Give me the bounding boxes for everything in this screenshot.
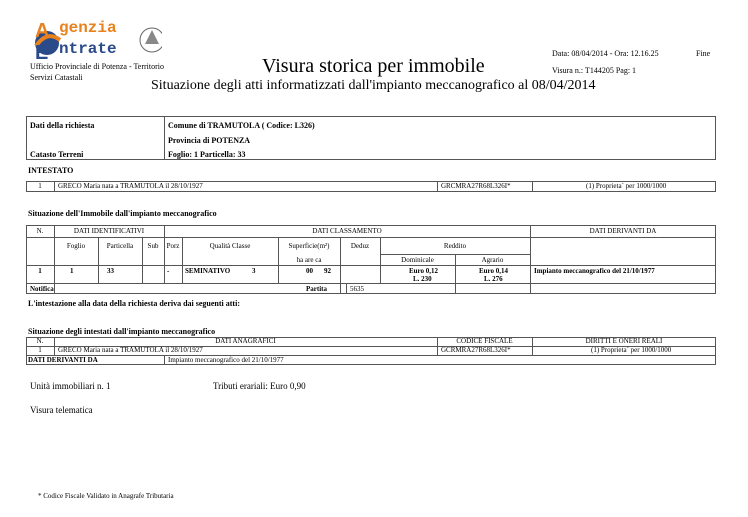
- intestato-cf: GRCMRA27R68L326I*: [441, 182, 511, 190]
- intestati-diritti: (1) Proprieta` per 1000/1000: [591, 346, 672, 354]
- immobile-h-class: DATI CLASSAMENTO: [312, 227, 382, 235]
- immobile-row-derivanti: Impianto meccanografico del 21/10/1977: [534, 267, 655, 275]
- immobile-row-dominicale-lire: L. 230: [413, 275, 432, 283]
- partita-value: 5635: [350, 285, 364, 293]
- page-title: Visura storica per immobile: [262, 55, 485, 77]
- unita-count: Unità immobiliari n. 1: [30, 381, 111, 391]
- immobile-row-qualita: SEMINATIVO: [185, 267, 231, 275]
- intestati-h-diritti: DIRITTI E ONERI REALI: [585, 337, 663, 345]
- immobile-h-deduz: Deduz: [350, 242, 370, 250]
- immobile-row-sup-ca: 92: [324, 267, 331, 275]
- logo-top-text: genzia: [59, 19, 117, 37]
- immobile-h-n: N.: [36, 227, 44, 235]
- intestato-sep2: [437, 181, 438, 192]
- immobile-hline4: [26, 283, 716, 284]
- intestati-h-anagrafici: DATI ANAGRAFICI: [215, 337, 276, 345]
- partita-label: Partita: [306, 285, 327, 293]
- intestati-name: GRECO Maria nata a TRAMUTOLA il 28/10/1927: [58, 346, 203, 354]
- richiesta-divider: [164, 116, 165, 160]
- immobile-vline-agr: [530, 225, 531, 294]
- date-time: Data: 08/04/2014 - Ora: 12.16.25: [552, 49, 659, 58]
- page-subtitle: Situazione degli atti informatizzati dall'impianto meccanografico al 08/04/2014: [151, 78, 596, 93]
- immobile-h-porz: Porz: [166, 242, 180, 250]
- immobile-row-porz: -: [167, 267, 170, 275]
- intestati-hline2: [26, 355, 716, 356]
- immobile-h-deriv: DATI DERIVANTI DA: [589, 227, 657, 235]
- intestati-h-n: N.: [36, 337, 44, 345]
- immobile-row-particella: 33: [107, 267, 114, 275]
- immobile-row-dominicale-euro: Euro 0,12: [409, 267, 439, 275]
- immobile-h-ha: ha are ca: [296, 256, 322, 264]
- office-line1: Ufficio Provinciale di Potenza - Territorio: [30, 62, 164, 71]
- partita-vline: [346, 283, 347, 294]
- intestati-cf: GCRMRA27R68L326I*: [441, 346, 511, 354]
- immobile-h-superficie: Superficie(m²): [288, 242, 330, 250]
- richiesta-provincia: Provincia di POTENZA: [168, 136, 251, 145]
- intestato-sep3: [532, 181, 533, 192]
- visura-number: Visura n.: T144205 Pag: 1: [552, 66, 637, 75]
- footnote: * Codice Fiscale Validato in Anagrafe Tributaria: [38, 492, 174, 500]
- immobile-row-agrario-euro: Euro 0,14: [479, 267, 509, 275]
- richiesta-label: Dati della richiesta: [30, 121, 95, 130]
- intestati-n: 1: [38, 346, 42, 354]
- immobile-heading: Situazione dell'Immobile dall'impianto meccanografico: [28, 209, 217, 218]
- immobile-row-n: 1: [38, 267, 42, 275]
- catasto-label: Catasto Terreni: [30, 150, 84, 159]
- immobile-h-agrario: Agrario: [481, 256, 504, 264]
- logo-bottom-text: ntrate: [59, 40, 117, 58]
- intestato-sep1: [54, 181, 55, 192]
- richiesta-foglio: Foglio: 1 Particella: 33: [168, 150, 246, 159]
- tributi-erariali: Tributi erariali: Euro 0,90: [213, 381, 306, 391]
- intestato-n: 1: [38, 182, 42, 190]
- richiesta-comune: Comune di TRAMUTOLA ( Codice: L326): [168, 121, 315, 130]
- immobile-h-dominicale: Dominicale: [401, 256, 434, 264]
- end-label: Fine: [696, 49, 711, 58]
- immobile-h-particella: Particella: [106, 242, 134, 250]
- intestati-deriv-value: Impianto meccanografico del 21/10/1977: [168, 356, 284, 364]
- notifica-label: Notifica: [30, 285, 54, 293]
- immobile-hline3: [26, 265, 716, 266]
- intestati-deriv-label: DATI DERIVANTI DA: [28, 356, 98, 364]
- svg-text:A: A: [35, 22, 50, 42]
- atti-note: L'intestazione alla data della richiesta deriva dai seguenti atti:: [28, 299, 240, 308]
- intestati-heading: Situazione degli intestati dall'impianto meccanografico: [28, 327, 216, 336]
- office-line2: Servizi Catastali: [30, 73, 83, 82]
- immobile-h-reddito: Reddito: [443, 242, 467, 250]
- immobile-h-sub: Sub: [147, 242, 159, 250]
- richiesta-box: [26, 116, 716, 160]
- intestati-vline-deriv: [164, 355, 165, 365]
- agenzia-logo: [32, 19, 162, 62]
- intestati-h-cf: CODICE FISCALE: [456, 337, 513, 345]
- immobile-h-ident: DATI IDENTIFICATIVI: [73, 227, 145, 235]
- svg-text:E: E: [35, 42, 49, 62]
- intestato-diritti: (1) Proprieta` per 1000/1000: [586, 182, 667, 190]
- immobile-row-agrario-lire: L. 276: [484, 275, 503, 283]
- immobile-row-sup-are: 00: [306, 267, 313, 275]
- visura-telematica: Visura telematica: [30, 405, 93, 415]
- immobile-row-foglio: 1: [70, 267, 74, 275]
- immobile-row-classe: 3: [252, 267, 256, 275]
- intestato-name: GRECO Maria nata a TRAMUTOLA il 28/10/1927: [58, 182, 203, 190]
- immobile-h-foglio: Foglio: [66, 242, 86, 250]
- immobile-vline-n: [54, 225, 55, 294]
- immobile-h-qualita: Qualità Classe: [209, 242, 251, 250]
- immobile-hline1: [26, 237, 716, 238]
- intestato-heading: INTESTATO: [28, 166, 74, 175]
